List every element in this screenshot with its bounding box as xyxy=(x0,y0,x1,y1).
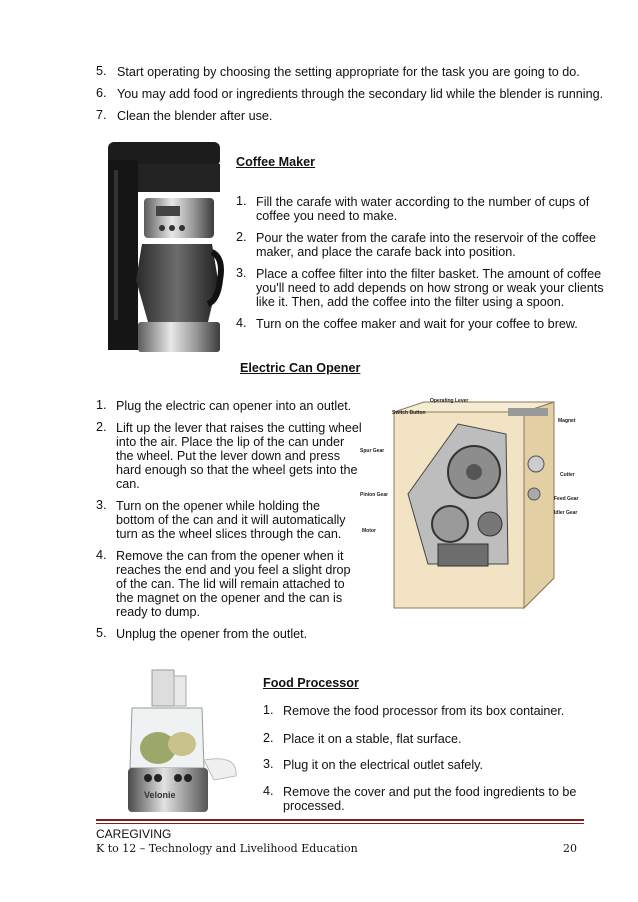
footer-divider xyxy=(96,823,584,824)
diagram-label: Switch Button xyxy=(392,410,426,416)
step-number: 2. xyxy=(236,230,247,244)
step-text: Lift up the lever that raises the cutting wheel xyxy=(116,421,362,435)
diagram-label: Feed Gear xyxy=(554,496,579,502)
step-number: 1. xyxy=(236,194,247,208)
diagram-label: Operating Lever xyxy=(430,398,469,404)
diagram-label: Spur Gear xyxy=(360,448,385,454)
footer-course: K to 12 – Technology and Livelihood Education xyxy=(96,842,358,855)
step-text: Start operating by choosing the setting appropriate for the task you are going to do. xyxy=(117,65,580,79)
step-text: bottom of the can and it will automatically xyxy=(116,513,346,527)
step-number: 3. xyxy=(263,757,274,771)
step-number: 4. xyxy=(96,548,107,562)
step-text: the magnet on the opener and the can is xyxy=(116,591,343,605)
step-text: Plug it on the electrical outlet safely. xyxy=(283,758,483,772)
diagram-label: Cutter xyxy=(560,472,575,478)
diagram-label: Motor xyxy=(362,528,376,534)
step-text: ready to dump. xyxy=(116,605,201,619)
step-number: 4. xyxy=(236,316,247,330)
step-text: Place a coffee filter into the filter basket. The amount of coffee xyxy=(256,267,602,281)
page-number: 20 xyxy=(563,842,577,855)
step-number: 3. xyxy=(96,498,107,512)
step-text: can. xyxy=(116,477,140,491)
step-text: maker, and place the carafe back into position. xyxy=(256,245,516,259)
section-title: Coffee Maker xyxy=(236,155,316,169)
step-number: 7. xyxy=(96,108,107,122)
coffee-maker-image xyxy=(100,140,225,358)
food-processor-image xyxy=(118,668,250,816)
step-text: of the can. The lid will remain attached to xyxy=(116,577,345,591)
step-text: reaches the end and you feel a slight drop xyxy=(116,563,351,577)
diagram-label: Idler Gear xyxy=(554,510,578,516)
step-text: Turn on the opener while holding the xyxy=(116,499,320,513)
step-text: Unplug the opener from the outlet. xyxy=(116,627,308,641)
step-text: you'll need to add depends on how strong or weak your clients xyxy=(256,281,604,295)
step-number: 1. xyxy=(96,398,107,412)
step-number: 2. xyxy=(96,420,107,434)
footer-subject: CAREGIVING xyxy=(96,827,172,841)
step-number: 5. xyxy=(96,626,107,640)
diagram-label: Magnet xyxy=(558,418,576,424)
step-number: 2. xyxy=(263,731,274,745)
step-text: Remove the cover and put the food ingredients to be xyxy=(283,785,577,799)
step-text: coffee you need to make. xyxy=(256,209,398,223)
step-text: You may add food or ingredients through the secondary lid while the blender is running. xyxy=(117,87,604,101)
step-text: Pour the water from the carafe into the reservoir of the coffee xyxy=(256,231,596,245)
can-opener-diagram xyxy=(358,394,580,618)
step-number: 6. xyxy=(96,86,107,100)
brand-label: Velonie xyxy=(144,790,176,800)
section-title: Electric Can Opener xyxy=(240,361,361,375)
step-number: 4. xyxy=(263,784,274,798)
step-text: turn as the wheel slices through the can. xyxy=(116,527,342,541)
step-text: hard enough so that the wheel gets into the xyxy=(116,463,358,477)
step-text: Remove the food processor from its box container. xyxy=(283,704,565,718)
footer-divider xyxy=(96,819,584,821)
step-number: 3. xyxy=(236,266,247,280)
step-text: Remove the can from the opener when it xyxy=(116,549,344,563)
diagram-label: Pinion Gear xyxy=(360,492,389,498)
section-title: Food Processor xyxy=(263,676,359,690)
step-text: Plug the electric can opener into an outlet. xyxy=(116,399,352,413)
step-text: Turn on the coffee maker and wait for your coffee to brew. xyxy=(256,317,578,331)
step-text: Clean the blender after use. xyxy=(117,109,273,123)
step-text: Place it on a stable, flat surface. xyxy=(283,732,462,746)
step-text: the wheel. Put the lever down and press xyxy=(116,449,341,463)
step-text: Fill the carafe with water according to the number of cups of xyxy=(256,195,590,209)
step-text: into the air. Place the lip of the can under xyxy=(116,435,345,449)
step-number: 5. xyxy=(96,64,107,78)
step-text: processed. xyxy=(283,799,345,813)
step-text: like it. Then, add the coffee into the filter using a spoon. xyxy=(256,295,565,309)
step-number: 1. xyxy=(263,703,274,717)
